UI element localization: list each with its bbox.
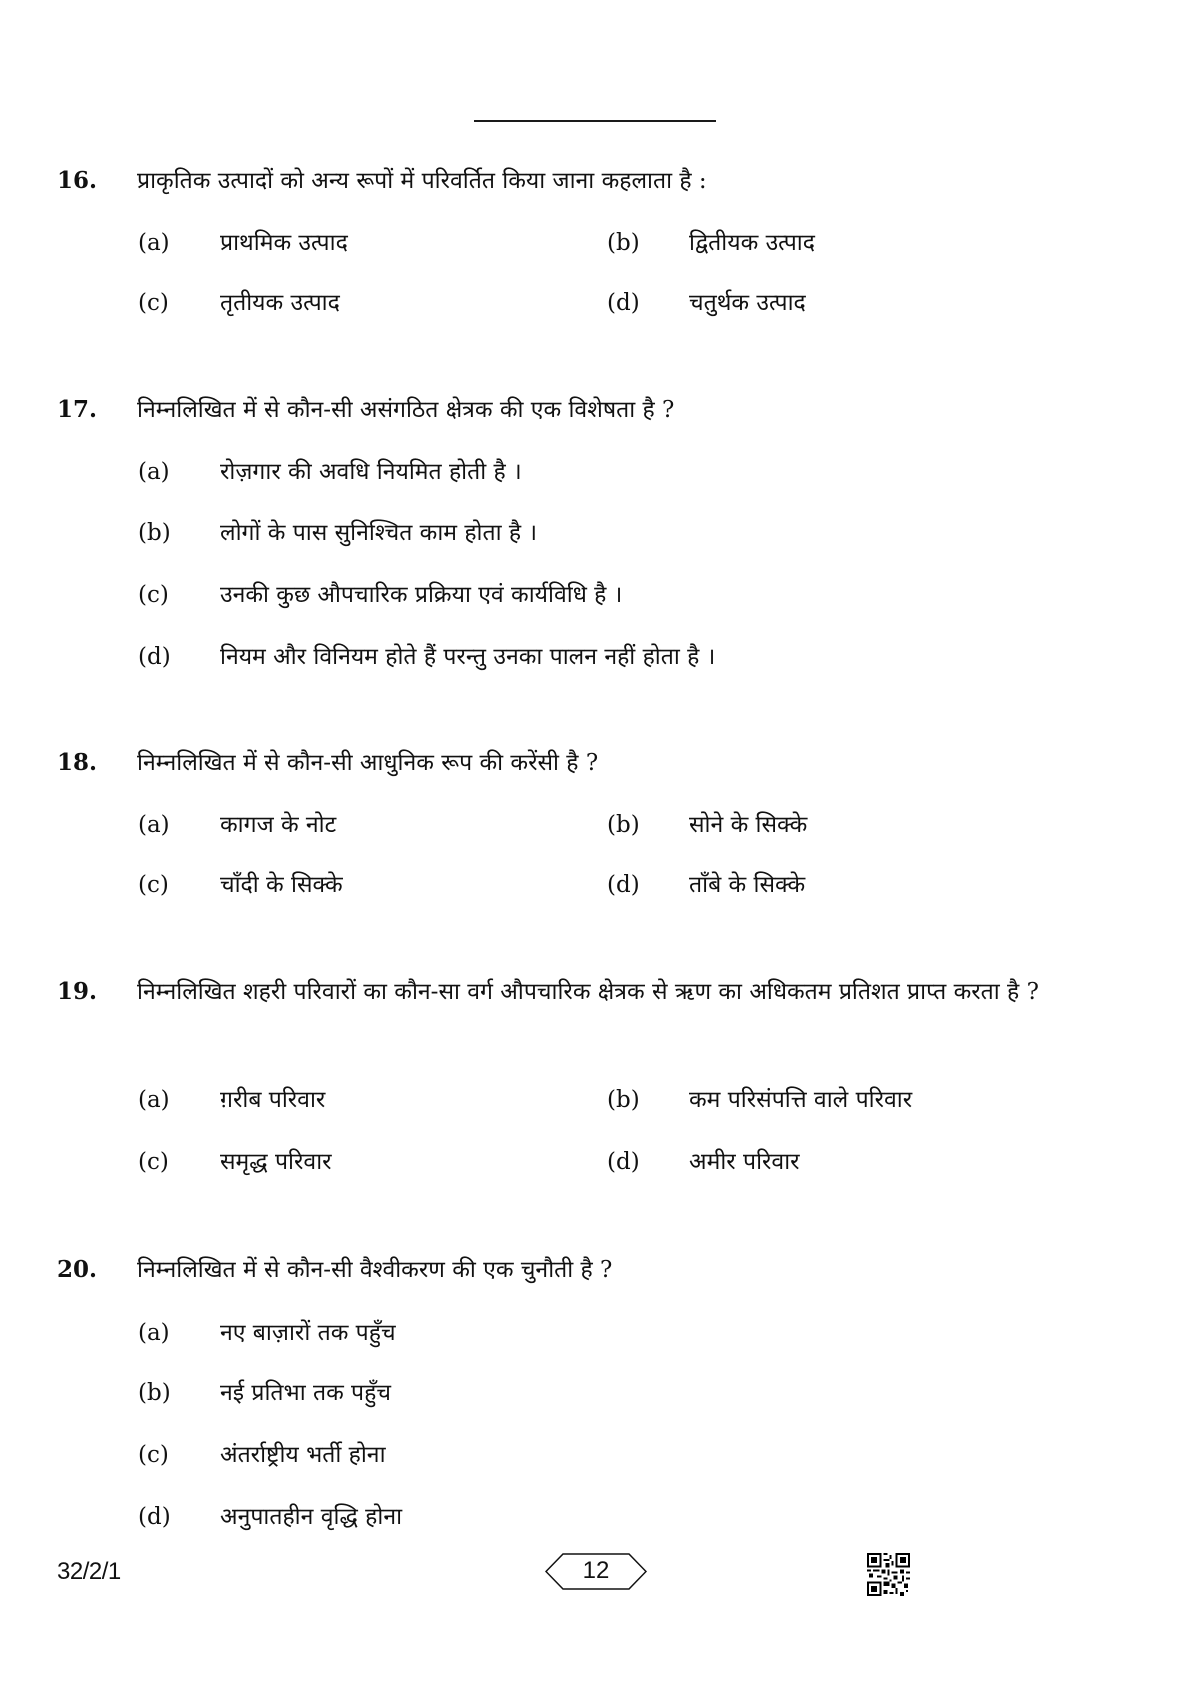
option-label: (c)	[138, 1442, 169, 1468]
option-label: (d)	[138, 644, 171, 670]
option-text: ताँबे के सिक्के	[689, 872, 806, 898]
option-label: (a)	[138, 812, 170, 838]
option-text: तृतीयक उत्पाद	[220, 290, 340, 316]
option-label: (b)	[607, 230, 640, 256]
option-label: (a)	[138, 1087, 170, 1113]
option-text: अंतर्राष्ट्रीय भर्ती होना	[220, 1442, 386, 1468]
option-label: (d)	[607, 872, 640, 898]
option-text: नए बाज़ारों तक पहुँच	[220, 1320, 396, 1346]
option-label: (a)	[138, 1320, 170, 1346]
option-text: उनकी कुछ औपचारिक प्रक्रिया एवं कार्यविधि है ।	[220, 582, 623, 608]
option-text: सोने के सिक्के	[689, 812, 808, 838]
question-number: 17.	[57, 396, 98, 423]
option-text: चाँदी के सिक्के	[220, 872, 343, 898]
page-number: 12	[582, 1557, 610, 1584]
question-number: 16.	[57, 167, 98, 194]
option-text: प्राथमिक उत्पाद	[220, 230, 348, 256]
question-number: 20.	[57, 1256, 98, 1283]
option-text: द्वितीयक उत्पाद	[689, 230, 815, 256]
option-label: (b)	[138, 1380, 171, 1406]
option-text: नई प्रतिभा तक पहुँच	[220, 1380, 391, 1406]
option-label: (c)	[138, 872, 169, 898]
option-text: कम परिसंपत्ति वाले परिवार	[689, 1087, 913, 1113]
option-text: नियम और विनियम होते हैं परन्तु उनका पालन नहीं होता है ।	[220, 644, 716, 670]
option-text: समृद्ध परिवार	[220, 1149, 332, 1175]
option-text: रोज़गार की अवधि नियमित होती है ।	[220, 459, 522, 485]
paper-code: 32/2/1	[57, 1558, 121, 1585]
question-text: निम्नलिखित शहरी परिवारों का कौन-सा वर्ग औपचारिक क्षेत्रक से ऋण का अधिकतम प्रतिशत प्राप्त करता है ?	[137, 979, 1039, 1005]
question-text: निम्नलिखित में से कौन-सी वैश्वीकरण की एक चुनौती है ?	[137, 1257, 613, 1283]
section-divider-rule	[474, 120, 716, 122]
qr-code-icon	[867, 1553, 910, 1596]
option-label: (a)	[138, 459, 170, 485]
option-label: (b)	[607, 812, 640, 838]
option-text: ग़रीब परिवार	[220, 1087, 326, 1113]
option-label: (d)	[607, 1149, 640, 1175]
page-number-badge	[545, 1553, 647, 1590]
option-text: चतुर्थक उत्पाद	[689, 290, 806, 316]
question-text: प्राकृतिक उत्पादों को अन्य रूपों में परिवर्तित किया जाना कहलाता है :	[137, 168, 707, 194]
question-text: निम्नलिखित में से कौन-सी असंगठित क्षेत्रक की एक विशेषता है ?	[137, 397, 675, 423]
option-label: (c)	[138, 290, 169, 316]
option-label: (d)	[138, 1504, 171, 1530]
option-text: कागज के नोट	[220, 812, 337, 838]
question-text: निम्नलिखित में से कौन-सी आधुनिक रूप की करेंसी है ?	[137, 750, 599, 776]
option-label: (a)	[138, 230, 170, 256]
option-label: (c)	[138, 1149, 169, 1175]
option-text: अनुपातहीन वृद्धि होना	[220, 1504, 403, 1530]
option-text: अमीर परिवार	[689, 1149, 800, 1175]
question-number: 18.	[57, 749, 98, 776]
option-text: लोगों के पास सुनिश्चित काम होता है ।	[220, 520, 538, 546]
option-label: (d)	[607, 290, 640, 316]
option-label: (c)	[138, 582, 169, 608]
option-label: (b)	[607, 1087, 640, 1113]
question-number: 19.	[57, 978, 98, 1005]
option-label: (b)	[138, 520, 171, 546]
